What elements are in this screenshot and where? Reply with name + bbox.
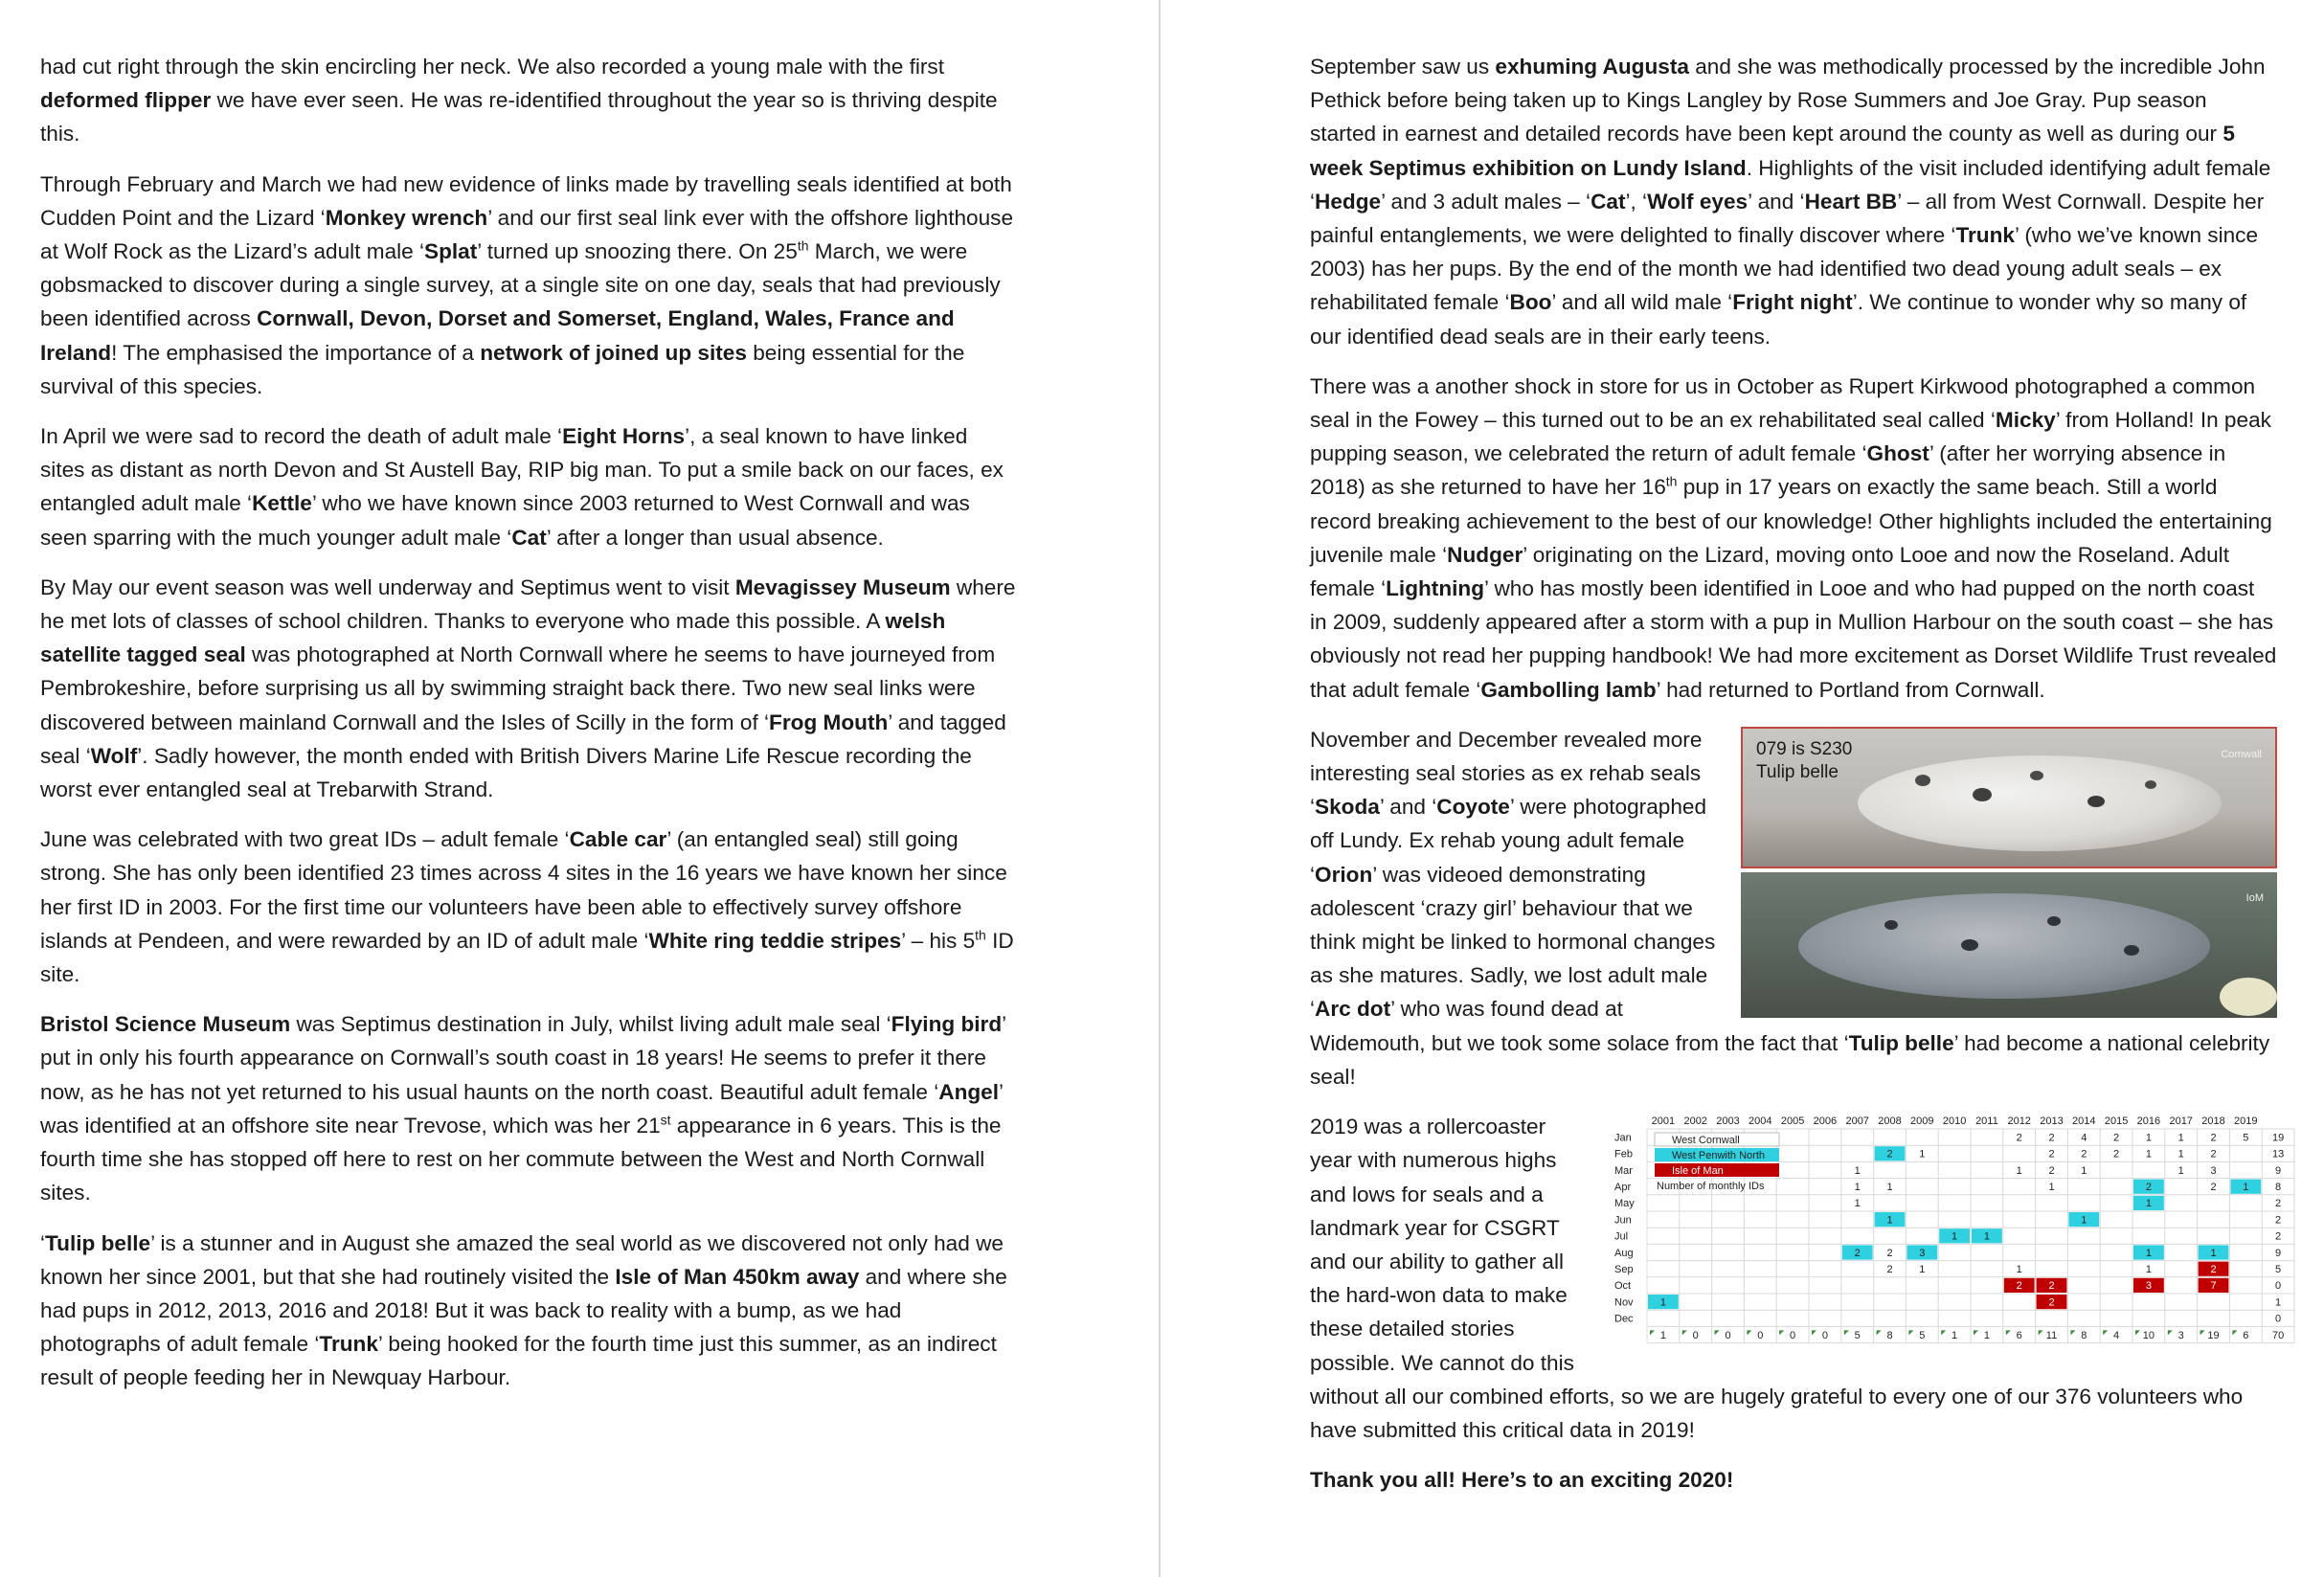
body-text: ’ was identified at an offshore site near Trevose, which was her 21 xyxy=(40,1079,1004,1138)
column-total: 1 xyxy=(1983,1329,1990,1341)
body-text: where he met lots of classes of school children. Thanks to everyone who made this possible. A xyxy=(40,574,1016,634)
body-text: ’ put in only his fourth appearance on Cornwall’s south coast in 18 years! He seems to prefer it there now, as he has not yet returned to his usual haunts on the north coast. Beautiful adult female ‘ xyxy=(40,1012,1006,1104)
row-total: 8 xyxy=(2275,1182,2282,1194)
month-label: Apr xyxy=(1614,1182,1632,1194)
id-cell-value: 4 xyxy=(2081,1132,2087,1144)
body-text: ’ were photographed off Lundy. Ex rehab young adult female ‘ xyxy=(1310,795,1707,887)
emphasis-text: Nudger xyxy=(1447,542,1523,567)
paragraph xyxy=(40,419,1017,554)
id-cell-value: 1 xyxy=(1919,1264,1926,1276)
total-marker xyxy=(2070,1330,2075,1335)
id-cell-value: 2 xyxy=(2048,1280,2055,1293)
seal-photo-cornwall xyxy=(1741,727,2277,868)
legend-label: Number of monthly IDs xyxy=(1657,1181,1765,1193)
emphasis-text: Cat xyxy=(1591,189,1626,214)
column-total: 8 xyxy=(1886,1329,1893,1341)
id-cell-value: 3 xyxy=(1919,1247,1926,1259)
id-cell-value: 2 xyxy=(2210,1264,2217,1276)
id-cell-value: 1 xyxy=(1854,1198,1861,1210)
total-marker xyxy=(2168,1330,2173,1335)
emphasis-text: Monkey wrench xyxy=(325,205,488,230)
emphasis-text: Boo xyxy=(1509,290,1552,315)
body-text: ’. Sadly however, the month ended with British Divers Marine Life Rescue recording the worst ever entangled seal at Trebarwith Strand. xyxy=(40,743,972,802)
id-cell-value: 2 xyxy=(2113,1148,2120,1160)
year-header: 2002 xyxy=(1683,1115,1707,1128)
superscript-text: st xyxy=(660,1112,671,1128)
month-label: Dec xyxy=(1614,1313,1634,1325)
total-marker xyxy=(1941,1330,1946,1335)
paragraph xyxy=(40,50,1017,151)
row-total: 5 xyxy=(2275,1264,2282,1276)
year-header: 2012 xyxy=(2007,1115,2031,1128)
superscript-text: th xyxy=(975,927,986,943)
body-text: 2019 was a rollercoaster year with numerous highs and lows for seals and a landmark year for CSGRT and our ability to gather all the hard-won data to make these detailed stories possible. We cannot do this without all our combined efforts, so we are hugely grateful to every one of our 376 volunteers who have submitted this critical data in 2019! xyxy=(1310,1115,2244,1442)
total-marker xyxy=(2006,1330,2011,1335)
id-cell-value: 2 xyxy=(2048,1296,2055,1309)
id-cell-value: 1 xyxy=(1919,1148,1926,1160)
total-marker xyxy=(2200,1330,2205,1335)
photo-credit-bottom: IoM xyxy=(2245,891,2264,904)
total-marker xyxy=(1747,1330,1751,1335)
year-header: 2017 xyxy=(2169,1115,2193,1128)
superscript-text: th xyxy=(797,237,809,254)
emphasis-text: welsh satellite tagged seal xyxy=(40,609,946,667)
body-text: ’ and 3 adult males – ‘ xyxy=(1381,189,1591,214)
id-cell-value: 2 xyxy=(2048,1148,2055,1160)
year-header: 2014 xyxy=(2072,1115,2096,1128)
photo-caption-line2: Tulip belle xyxy=(1756,761,1839,782)
month-label: May xyxy=(1614,1198,1635,1210)
body-text: appearance in 6 years. This is the fourth time she has stopped off here to rest on her commute between the West and North Cornwall sites. xyxy=(40,1113,1002,1205)
id-cell-value: 1 xyxy=(2177,1148,2184,1160)
body-text: ’ (an entangled seal) still going strong. She has only been identified 23 times across 4 sites in the 16 years we have known her since her first ID in 2003. For the first time our volunteers have been able to effectively survey offshore islands at Pendeen, and were rewarded by an ID of adult male ‘ xyxy=(40,827,1007,953)
year-header: 2007 xyxy=(1845,1115,1869,1128)
emphasis-text: exhuming Augusta xyxy=(1495,55,1689,79)
column-total: 8 xyxy=(2081,1329,2087,1341)
id-cell-value: 1 xyxy=(2145,1247,2152,1259)
monthly-id-table xyxy=(1607,1112,2285,1355)
id-cell-value: 1 xyxy=(1659,1296,1666,1309)
body-text: In April we were sad to record the death of adult male ‘ xyxy=(40,424,563,449)
body-text: . Highlights of the visit included identifying adult female ‘ xyxy=(1310,155,2271,214)
emphasis-text: Cat xyxy=(511,525,547,550)
id-cell-value: 2 xyxy=(2210,1132,2217,1144)
emphasis-text: deformed flipper xyxy=(40,88,212,113)
year-header: 2016 xyxy=(2136,1115,2161,1128)
id-cell-value: 3 xyxy=(2210,1164,2217,1177)
body-text: ’, ‘ xyxy=(1625,189,1648,214)
body-text: ’ was videoed demonstrating adolescent ‘crazy girl’ behaviour that we think might be linked to hormonal changes as she matures. Sadly, we lost adult male ‘ xyxy=(1310,862,1716,1022)
month-label: Jun xyxy=(1614,1214,1632,1227)
emphasis-text: Wolf eyes xyxy=(1647,189,1749,214)
column-total: 1 xyxy=(1952,1329,1958,1341)
body-text: ’ (who we’ve known since 2003) has her pups. By the end of the month we had identified two dead young adult seals – ex rehabilitated female ‘ xyxy=(1310,223,2259,315)
photo-caption-line1: 079 is S230 xyxy=(1756,738,1853,759)
id-cell-value: 5 xyxy=(2243,1132,2249,1144)
year-header: 2005 xyxy=(1780,1115,1805,1128)
body-text: ’ originating on the Lizard, moving onto Looe and now the Roseland. Adult female ‘ xyxy=(1310,542,2229,601)
column-total: 5 xyxy=(1854,1329,1861,1341)
emphasis-text: Eight Horns xyxy=(562,424,686,449)
emphasis-text: Kettle xyxy=(252,491,312,516)
total-marker xyxy=(1908,1330,1913,1335)
month-label: Aug xyxy=(1614,1247,1634,1259)
month-label: Oct xyxy=(1614,1280,1632,1293)
emphasis-text: 5 week Septimus exhibition on Lundy Island xyxy=(1310,122,2235,180)
total-marker xyxy=(1682,1330,1687,1335)
column-total: 0 xyxy=(1757,1329,1764,1341)
emphasis-text: Orion xyxy=(1315,862,1373,887)
year-header: 2001 xyxy=(1651,1115,1676,1128)
paragraph xyxy=(40,822,1017,991)
body-text: ’ and ‘ xyxy=(1379,795,1437,820)
emphasis-text: Arc dot xyxy=(1315,997,1391,1022)
emphasis-text: Trunk xyxy=(1955,223,2015,248)
id-cell-value: 2 xyxy=(1854,1247,1861,1259)
paragraph xyxy=(40,1227,1017,1395)
id-cell-value: 2 xyxy=(2210,1148,2217,1160)
id-cell-value: 1 xyxy=(1854,1182,1861,1194)
id-cell-value: 2 xyxy=(2016,1280,2022,1293)
photo-caption xyxy=(1756,738,1852,784)
row-total: 2 xyxy=(2275,1198,2282,1210)
paragraph xyxy=(40,571,1017,806)
emphasis-text: Hedge xyxy=(1315,189,1382,214)
body-text: ‘ xyxy=(40,1230,46,1255)
total-marker xyxy=(2135,1330,2140,1335)
emphasis-text: Tulip belle xyxy=(1848,1030,1954,1055)
id-cell-value: 7 xyxy=(2210,1280,2217,1293)
body-text: ’, a seal known to have linked sites as distant as north Devon and St Austell Bay, RIP big man. To put a smile back on our faces, ex entangled adult male ‘ xyxy=(40,424,1004,516)
id-cell-value: 1 xyxy=(2145,1198,2152,1210)
body-text: ’ had become a national celebrity seal! xyxy=(1310,1030,2270,1089)
id-cell-value: 2 xyxy=(2048,1164,2055,1177)
column-total: 4 xyxy=(2113,1329,2120,1341)
id-cell-value: 2 xyxy=(1886,1148,1893,1160)
body-text: ’ turned up snoozing there. On 25 xyxy=(477,239,798,264)
body-text: March, we were gobsmacked to discover during a single survey, at a single site on one day, seals that had previously been identified across xyxy=(40,239,1001,331)
id-cell-value: 1 xyxy=(1952,1230,1958,1243)
emphasis-text: Cornwall, Devon, Dorset and Somerset, England, Wales, France and Ireland xyxy=(40,306,955,365)
id-cell-value: 1 xyxy=(2177,1164,2184,1177)
body-text: ID site. xyxy=(40,928,1014,987)
body-text: ’ had returned to Portland from Cornwall. xyxy=(1656,677,2045,702)
year-header: 2011 xyxy=(1975,1115,1998,1128)
column-total: 5 xyxy=(1919,1329,1926,1341)
id-cell-value: 1 xyxy=(1886,1214,1893,1227)
body-text: was Septimus destination in July, whilst living adult male seal ‘ xyxy=(290,1012,891,1037)
row-total: 1 xyxy=(2275,1296,2282,1309)
id-cell-value: 1 xyxy=(2243,1182,2249,1194)
body-text: Through February and March we had new evidence of links made by travelling seals identified at both Cudden Point and the Lizard ‘ xyxy=(40,171,1012,230)
body-text: ’ and tagged seal ‘ xyxy=(40,710,1006,768)
body-text: ’ after a longer than usual absence. xyxy=(546,525,884,550)
emphasis-text: White ring teddie stripes xyxy=(648,928,902,953)
emphasis-text: Cable car xyxy=(569,827,667,852)
id-cell-value: 3 xyxy=(2145,1280,2152,1293)
id-cell-value: 2 xyxy=(2145,1182,2152,1194)
year-header: 2008 xyxy=(1878,1115,1902,1128)
year-header: 2009 xyxy=(1910,1115,1934,1128)
row-total: 9 xyxy=(2275,1164,2282,1177)
legend-label: West Cornwall xyxy=(1672,1135,1740,1147)
grand-total: 70 xyxy=(2271,1329,2285,1341)
closing-line: Thank you all! Here’s to an exciting 2020! xyxy=(1310,1468,1734,1493)
id-cell-value: 1 xyxy=(2145,1132,2152,1144)
monthly-id-chart xyxy=(1607,1112,2285,1355)
body-text: ’ and our first seal link ever with the offshore lighthouse at Wolf Rock as the Lizard’s adult male ‘ xyxy=(40,205,1014,264)
body-text: ’ who we have known since 2003 returned to West Cornwall and was seen sparring with the much younger adult male ‘ xyxy=(40,491,970,550)
year-header: 2013 xyxy=(2040,1115,2064,1128)
emphasis-text: Gambolling lamb xyxy=(1480,677,1657,702)
superscript-text: th xyxy=(1665,473,1678,489)
row-total: 2 xyxy=(2275,1230,2282,1243)
body-text: ’ who was found dead at Widemouth, but we took some solace from the fact that ‘ xyxy=(1310,997,1849,1055)
row-total: 0 xyxy=(2275,1313,2282,1325)
row-total: 2 xyxy=(2275,1214,2282,1227)
body-text: ’ from Holland! In peak pupping season, we celebrated the return of adult female ‘ xyxy=(1310,408,2271,466)
column-total: 0 xyxy=(1821,1329,1828,1341)
year-header: 2019 xyxy=(2234,1115,2258,1128)
body-text: and she was methodically processed by the incredible John Pethick before being taken up to Kings Langley by Rose Summers and Joe Gray. Pup season started in earnest and detailed records have been kept around the county as well as during our xyxy=(1310,55,2266,146)
right-column xyxy=(1310,50,2285,1513)
id-cell-value: 1 xyxy=(2016,1264,2022,1276)
row-total: 9 xyxy=(2275,1247,2282,1259)
id-cell-value: 2 xyxy=(2016,1132,2022,1144)
body-text: ! The emphasised the importance of a xyxy=(111,340,481,365)
emphasis-text: Angel xyxy=(938,1079,1000,1104)
body-text: November and December revealed more interesting seal stories as ex rehab seals ‘ xyxy=(1310,727,1703,820)
emphasis-text: Heart BB xyxy=(1804,189,1898,214)
body-text: There was a another shock in store for us in October as Rupert Kirkwood photographed a common seal in the Fowey – this turned out to be an ex rehabilitated seal called ‘ xyxy=(1310,373,2256,433)
left-column xyxy=(40,50,1017,1411)
body-text: ’ being hooked for the fourth time just this summer, as an indirect result of people feeding her in Newquay Harbour. xyxy=(40,1332,997,1390)
total-marker xyxy=(1779,1330,1784,1335)
id-cell-value: 2 xyxy=(2113,1132,2120,1144)
total-marker xyxy=(1844,1330,1849,1335)
month-label: Mar xyxy=(1614,1164,1633,1177)
column-total: 19 xyxy=(2207,1329,2220,1341)
id-cell-value: 1 xyxy=(2081,1164,2087,1177)
paragraph xyxy=(40,1007,1017,1209)
emphasis-text: Trunk xyxy=(319,1332,378,1357)
month-label: Jul xyxy=(1614,1230,1629,1243)
id-cell-value: 1 xyxy=(2048,1182,2055,1194)
body-text: being essential for the survival of this species. xyxy=(40,340,965,398)
id-cell-value: 1 xyxy=(1886,1182,1893,1194)
paragraph xyxy=(1310,370,2277,707)
year-header: 2018 xyxy=(2201,1115,2225,1128)
month-label: Sep xyxy=(1614,1264,1634,1276)
body-text: ’ – all from West Cornwall. Despite her painful entanglements, we were delighted to finally discover where ‘ xyxy=(1310,189,2265,248)
emphasis-text: network of joined up sites xyxy=(480,340,747,365)
body-text: we have ever seen. He was re-identified throughout the year so is thriving despite this. xyxy=(40,88,998,146)
total-marker xyxy=(2039,1330,2043,1335)
year-header: 2010 xyxy=(1942,1115,1967,1128)
emphasis-text: Micky xyxy=(1995,408,2056,433)
emphasis-text: Tulip belle xyxy=(45,1230,151,1255)
body-text: ’ (after her worrying absence in 2018) as she returned to have her 16 xyxy=(1310,441,2226,500)
row-total: 19 xyxy=(2271,1132,2285,1144)
emphasis-text: Skoda xyxy=(1315,795,1380,820)
body-text: June was celebrated with two great IDs – adult female ‘ xyxy=(40,827,570,852)
seal-photo-isle-of-man xyxy=(1741,872,2277,1018)
paragraph xyxy=(1310,50,2277,353)
id-cell-value: 2 xyxy=(1886,1264,1893,1276)
total-marker xyxy=(1877,1330,1882,1335)
row-total: 13 xyxy=(2271,1148,2285,1160)
body-text: had cut right through the skin encircling her neck. We also recorded a young male with the first xyxy=(40,55,944,79)
emphasis-text: Ghost xyxy=(1866,441,1929,466)
paragraph xyxy=(40,168,1017,403)
id-cell-value: 1 xyxy=(2145,1264,2152,1276)
page-divider xyxy=(1159,0,1161,1577)
year-header: 2015 xyxy=(2104,1115,2129,1128)
column-total: 0 xyxy=(1725,1329,1731,1341)
body-text: ’ is a stunner and in August she amazed the seal world as we discovered not only had we known her since 2001, but that she had routinely visited the xyxy=(40,1230,1004,1289)
emphasis-text: Wolf xyxy=(90,743,138,768)
photo-paragraph xyxy=(1310,723,2277,1093)
emphasis-text: Splat xyxy=(424,239,478,264)
emphasis-text: Lightning xyxy=(1386,576,1485,601)
body-text: ’. We continue to wonder why so many of our identified dead seals are in their early teens. xyxy=(1310,290,2247,349)
body-text: was photographed at North Cornwall where he seems to have journeyed from Pembrokeshire, before surprising us all by swimming straight back there. Two new seal links were discovered between mainland Cornwall and the Isles of Scilly in the form of ‘ xyxy=(40,642,996,734)
column-total: 11 xyxy=(2045,1329,2058,1341)
year-header: 2003 xyxy=(1716,1115,1740,1128)
id-cell-value: 1 xyxy=(1854,1164,1861,1177)
body-text: September saw us xyxy=(1310,55,1496,79)
emphasis-text: Fright night xyxy=(1732,290,1853,315)
column-total: 6 xyxy=(2243,1329,2249,1341)
body-text: ’ and ‘ xyxy=(1748,189,1805,214)
emphasis-text: Bristol Science Museum xyxy=(40,1012,291,1037)
total-marker xyxy=(1715,1330,1720,1335)
column-total: 10 xyxy=(2142,1329,2155,1341)
id-cell-value: 1 xyxy=(1983,1230,1990,1243)
total-marker xyxy=(1650,1330,1655,1335)
month-label: Nov xyxy=(1614,1296,1634,1309)
seal-photo-pair xyxy=(1741,727,2277,1018)
legend-label: West Penwith North xyxy=(1672,1150,1766,1162)
id-cell-value: 1 xyxy=(2016,1164,2022,1177)
month-label: Jan xyxy=(1614,1132,1632,1144)
body-text: and where she had pups in 2012, 2013, 2016 and 2018! But it was back to reality with a bump, as we had photographs of adult female ‘ xyxy=(40,1264,1007,1357)
emphasis-text: Flying bird xyxy=(891,1012,1003,1037)
body-text: ’ – his 5 xyxy=(901,928,976,953)
emphasis-text: Frog Mouth xyxy=(769,710,889,734)
body-text: By May our event season was well underway and Septimus went to visit xyxy=(40,574,735,599)
body-text: ’ and all wild male ‘ xyxy=(1551,290,1733,315)
emphasis-text: Coyote xyxy=(1436,795,1510,820)
id-cell-value: 1 xyxy=(2081,1214,2087,1227)
id-cell-value: 2 xyxy=(2210,1182,2217,1194)
month-label: Feb xyxy=(1614,1148,1633,1160)
body-text: ’ who has mostly been identified in Looe and who had pupped on the north coast in 2009, suddenly appeared after a storm with a pup in Mullion Harbour on the south coast – she has obviously not read her pupping handbook! We had more excitement as Dorset Wildlife Trust revealed that adult female ‘ xyxy=(1310,576,2277,702)
total-marker xyxy=(1974,1330,1978,1335)
id-cell-value: 1 xyxy=(2210,1247,2217,1259)
id-cell-value: 2 xyxy=(2048,1132,2055,1144)
total-marker xyxy=(2232,1330,2237,1335)
column-total: 0 xyxy=(1790,1329,1796,1341)
column-total: 1 xyxy=(1659,1329,1666,1341)
body-text: pup in 17 years on exactly the same beach. Still a world record breaking achievement to the best of our knowledge! Other highlights included the entertaining juvenile male ‘ xyxy=(1310,475,2272,567)
id-cell-value: 2 xyxy=(1886,1247,1893,1259)
total-marker xyxy=(2103,1330,2108,1335)
photo-credit-top: Cornwall xyxy=(2221,748,2262,760)
row-total: 0 xyxy=(2275,1280,2282,1293)
legend-label: Isle of Man xyxy=(1672,1165,1724,1178)
column-total: 3 xyxy=(2177,1329,2184,1341)
column-total: 0 xyxy=(1692,1329,1699,1341)
year-header: 2006 xyxy=(1813,1115,1838,1128)
chart-paragraph xyxy=(1310,1110,2285,1447)
column-total: 6 xyxy=(2016,1329,2022,1341)
id-cell-value: 2 xyxy=(2081,1148,2087,1160)
total-marker xyxy=(1812,1330,1816,1335)
id-cell-value: 1 xyxy=(2177,1132,2184,1144)
emphasis-text: Isle of Man 450km away xyxy=(615,1264,860,1289)
year-header: 2004 xyxy=(1749,1115,1772,1128)
id-cell-value: 1 xyxy=(2145,1148,2152,1160)
emphasis-text: Mevagissey Museum xyxy=(734,574,951,599)
